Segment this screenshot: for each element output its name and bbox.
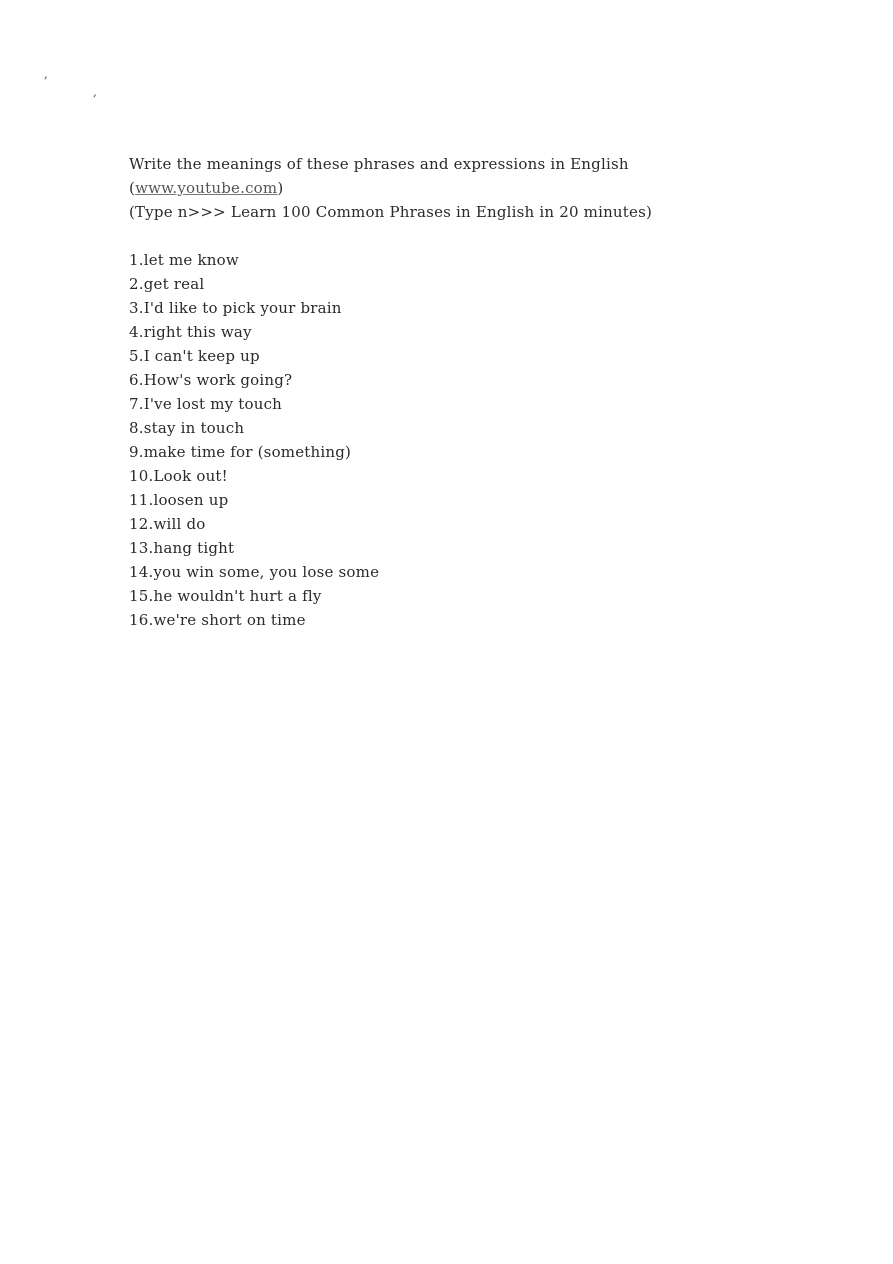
- list-item: 14.you win some, you lose some: [129, 563, 380, 581]
- list-item: 7.I've lost my touch: [129, 395, 283, 413]
- instructions-block: [129, 152, 829, 224]
- list-item: 3.I'd like to pick your brain: [129, 299, 342, 317]
- list-item: 12.will do: [129, 515, 206, 533]
- source-close-paren: ): [277, 179, 284, 197]
- source-line: [129, 176, 829, 200]
- list-item: 4.right this way: [129, 323, 252, 341]
- phrase-list: [129, 248, 829, 632]
- instruction-text: Write the meanings of these phrases and expressions in English: [129, 155, 629, 173]
- stray-mark: ,: [44, 67, 48, 81]
- list-item: 13.hang tight: [129, 539, 235, 557]
- list-item: 9.make time for (something): [129, 443, 352, 461]
- list-item: 1.let me know: [129, 251, 239, 269]
- list-item: 11.loosen up: [129, 491, 229, 509]
- list-item: 5.I can't keep up: [129, 347, 260, 365]
- source-open-paren: (: [129, 179, 136, 197]
- source-link[interactable]: www.youtube.com: [135, 179, 278, 197]
- list-item: 2.get real: [129, 275, 205, 293]
- list-item: 16.we're short on time: [129, 611, 306, 629]
- list-item: 6.How's work going?: [129, 371, 293, 389]
- list-item: 10.Look out!: [129, 467, 228, 485]
- stray-mark: ,: [93, 85, 97, 99]
- search-hint: (Type n>>> Learn 100 Common Phrases in English in 20 minutes): [129, 203, 653, 221]
- list-item: 8.stay in touch: [129, 419, 245, 437]
- list-item: 15.he wouldn't hurt a fly: [129, 587, 322, 605]
